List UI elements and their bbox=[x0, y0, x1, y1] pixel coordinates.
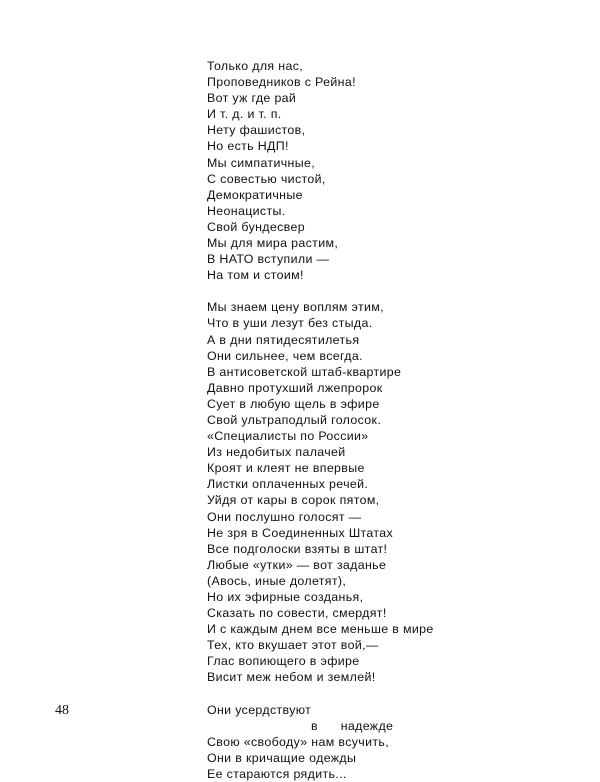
poem-line: Но есть НДП! bbox=[207, 139, 289, 154]
poem-line: Давно протухший лжепророк bbox=[207, 380, 383, 395]
poem-line: Свою «свободу» нам всучить, bbox=[207, 734, 389, 749]
poem-line: Они усердствуют bbox=[207, 702, 312, 717]
poem-line: Ее стараются рядить... bbox=[207, 766, 347, 781]
poem-line: Из недобитых палачей bbox=[207, 445, 346, 460]
poem-line: Сказать по совести, смердят! bbox=[207, 606, 387, 621]
poem-line: Свой ультраподлый голосок. bbox=[207, 412, 382, 427]
poem-line: Сует в любую щель в эфире bbox=[207, 396, 380, 411]
poem-line: Мы для мира растим, bbox=[207, 236, 339, 251]
poem-line: Мы знаем цену воплям этим, bbox=[207, 300, 384, 315]
poem-line: Проповедников с Рейна! bbox=[207, 75, 356, 90]
stanza-2 bbox=[207, 299, 587, 685]
page-number: 48 bbox=[55, 703, 69, 718]
poem-line: Уйдя от кары в сорок пятом, bbox=[207, 493, 380, 508]
poem-line: И с каждым днем все меньше в мире bbox=[207, 622, 434, 637]
poem-line: Но их эфирные созданья, bbox=[207, 590, 364, 604]
stanza-1 bbox=[207, 58, 587, 283]
poem-line: в надежде bbox=[311, 718, 394, 733]
poem-line: В НАТО вступили — bbox=[207, 252, 330, 267]
poem-line: Демократичные bbox=[207, 187, 303, 202]
poem-line: Нету фашистов, bbox=[207, 123, 306, 138]
poem-line: В антисоветской штаб-квартире bbox=[207, 364, 402, 379]
poem-line: Глас вопиющего в эфире bbox=[207, 654, 360, 669]
poem-line: На том и стоим! bbox=[207, 268, 304, 283]
poem-line: Тех, кто вкушает этот вой,— bbox=[207, 638, 379, 653]
poem-line: (Авось, иные долетят), bbox=[207, 573, 347, 588]
poem-line: С совестью чистой, bbox=[207, 171, 326, 186]
poem-line: Они в кричащие одежды bbox=[207, 750, 357, 765]
poem-line: А в дни пятидесятилетья bbox=[207, 332, 360, 347]
poem-line: Мы симпатичные, bbox=[207, 155, 316, 170]
poem-line: Они послушно голосят — bbox=[207, 509, 362, 524]
stanza-3 bbox=[207, 702, 587, 782]
poem-line: Висит меж небом и землей! bbox=[207, 670, 376, 685]
poem-line: Свой бундесвер bbox=[207, 219, 305, 234]
poem-line: Вот уж где рай bbox=[207, 91, 297, 106]
poem-line: Они сильнее, чем всегда. bbox=[207, 348, 363, 363]
poem-line: Все подголоски взяты в штат! bbox=[207, 541, 388, 556]
poem-line: Любые «утки» — вот заданье bbox=[207, 557, 387, 572]
poem-line: Не зря в Соединенных Штатах bbox=[207, 525, 394, 540]
poem-line: Неонацисты. bbox=[207, 203, 286, 218]
poem-line: И т. д. и т. п. bbox=[207, 107, 282, 122]
poem-line: «Специалисты по России» bbox=[207, 429, 369, 444]
poem-line: Кроят и клеят не впервые bbox=[207, 461, 365, 476]
poem-text bbox=[207, 58, 587, 782]
poem-line: Что в уши лезут без стыда. bbox=[207, 316, 373, 331]
poem-line: Только для нас, bbox=[207, 59, 304, 73]
poem-line: Листки оплаченных речей. bbox=[207, 477, 369, 492]
